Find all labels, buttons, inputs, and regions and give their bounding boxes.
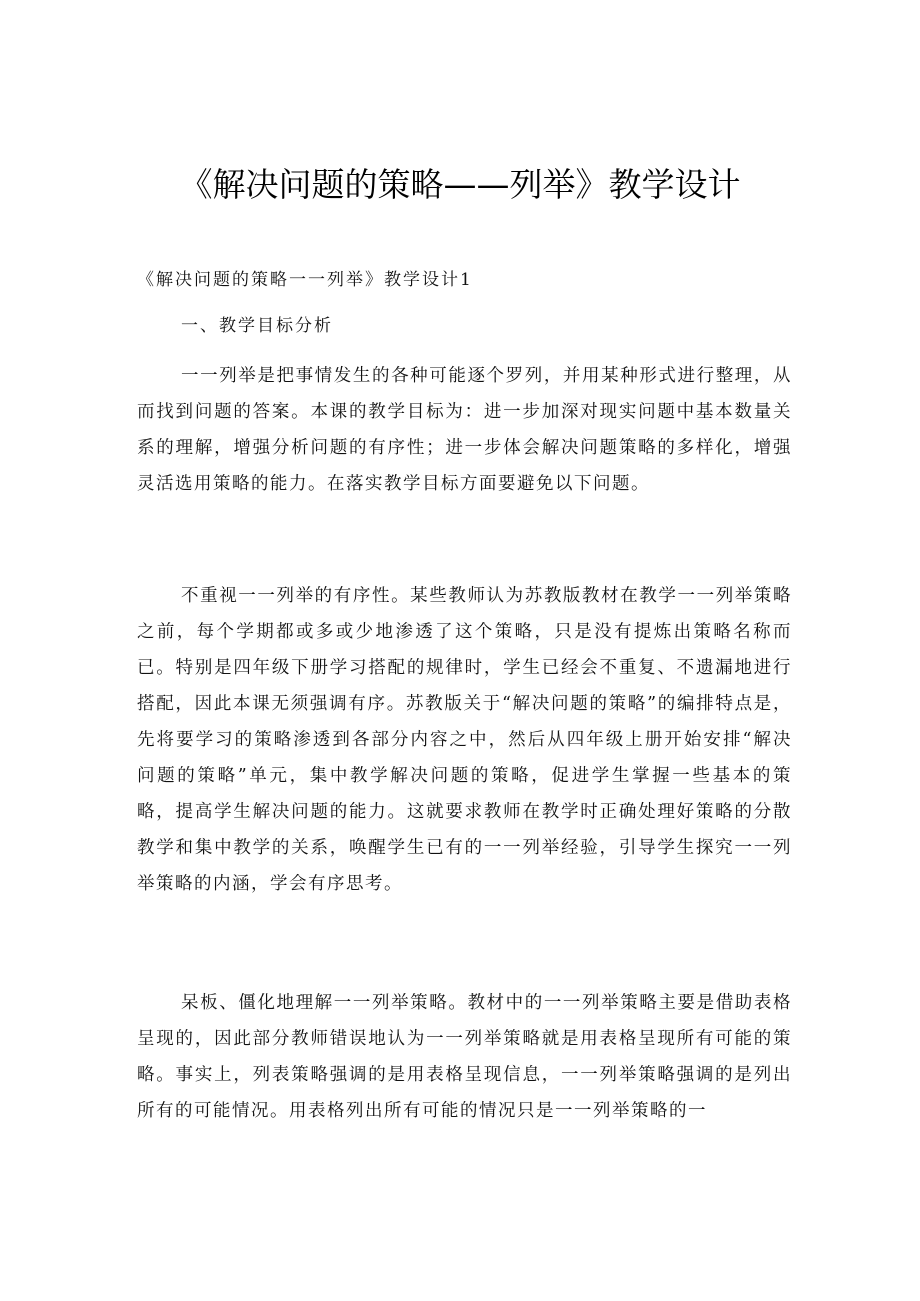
paragraph-rigid-understanding: 呆板、僵化地理解一一列举策略。教材中的一一列举策略主要是借助表格呈现的，因此部分教师错误地认为一一列举策略就是用表格呈现所有可能的策略。事实上，列表策略强调的是用表格呈现信息，一一列举策略强调的是列出所有的可能情况。用表格列出所有可能的情况只是一一列举策略的一 <box>137 993 792 1121</box>
paragraph-orderliness: 不重视一一列举的有序性。某些教师认为苏教版教材在教学一一列举策略之前，每个学期都或多或少地渗透了这个策略，只是没有提炼出策略名称而已。特别是四年级下册学习搭配的规律时，学生已经会不重复、不遗漏地进行搭配，因此本课无须强调有序。苏教版关于“解决问题的策略”的编排特点是，先将要学习的策略渗透到各部分内容之中，然后从四年级上册开始安排“解决问题的策略”单元，集中教学解决问题的策略，促进学生掌握一些基本的策略，提高学生解决问题的能力。这就要求教师在教学时正确处理好策略的分散教学和集中教学的关系，唤醒学生已有的一一列举经验，引导学生探究一一列举策略的内涵，学会有序思考。 <box>137 586 792 894</box>
paragraph-objectives: 一一列举是把事情发生的各种可能逐个罗列，并用某种形式进行整理，从而找到问题的答案。本课的教学目标为：进一步加深对现实问题中基本数量关系的理解，增强分析问题的有序性；进一步体会解决问题策略的多样化，增强灵活选用策略的能力。在落实教学目标方面要避免以下问题。 <box>137 366 792 494</box>
document-title: 《解决问题的策略——列举》教学设计 <box>179 165 741 204</box>
document-subtitle: 《解决问题的策略一一列举》教学设计1 <box>137 270 473 290</box>
section-heading: 一、教学目标分析 <box>181 316 333 336</box>
